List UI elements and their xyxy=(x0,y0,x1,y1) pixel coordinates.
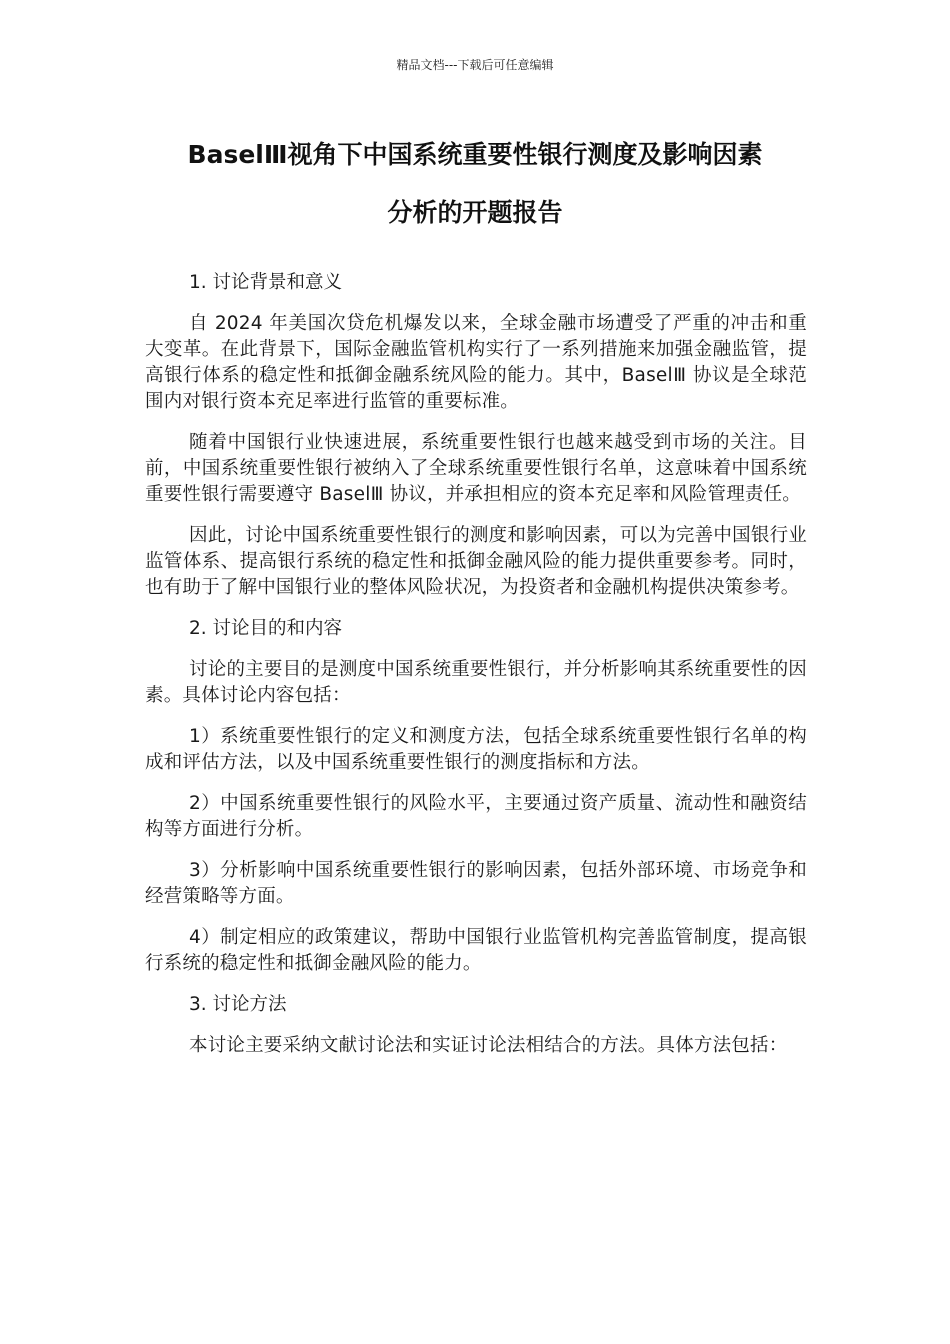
list-item: 2）中国系统重要性银行的风险水平，主要通过资产质量、流动性和融资结构等方面进行分析。 xyxy=(145,793,807,840)
paragraph: 因此，讨论中国系统重要性银行的测度和影响因素，可以为完善中国银行业监管体系、提高银行系统的稳定性和抵御金融风险的能力提供重要参考。同时，也有助于了解中国银行业的整体风险状况，为投资者和金融机构提供决策参考。 xyxy=(145,525,807,598)
document-title-line-1: BaselⅢ视角下中国系统重要性银行测度及影响因素 xyxy=(187,140,763,169)
header-note: 精品文档---下载后可任意编辑 xyxy=(396,58,554,72)
paragraph: 随着中国银行业快速进展，系统重要性银行也越来越受到市场的关注。目前，中国系统重要性银行被纳入了全球系统重要性银行名单，这意味着中国系统重要性银行需要遵守 BaselⅢ 协议，并承担相应的资本充足率和风险管理责任。 xyxy=(145,432,807,505)
document-title-line-2: 分析的开题报告 xyxy=(387,198,563,227)
paragraph: 讨论的主要目的是测度中国系统重要性银行，并分析影响其系统重要性的因素。具体讨论内容包括： xyxy=(145,659,807,706)
section-heading-1: 1. 讨论背景和意义 xyxy=(189,272,343,293)
list-item: 4）制定相应的政策建议，帮助中国银行业监管机构完善监管制度，提高银行系统的稳定性和抵御金融风险的能力。 xyxy=(145,927,807,974)
section-heading-3: 3. 讨论方法 xyxy=(189,994,287,1015)
list-item: 3）分析影响中国系统重要性银行的影响因素，包括外部环境、市场竞争和经营策略等方面。 xyxy=(145,860,807,907)
document-body xyxy=(145,270,807,1074)
paragraph: 本讨论主要采纳文献讨论法和实证讨论法相结合的方法。具体方法包括： xyxy=(189,1035,788,1056)
paragraph: 自 2024 年美国次贷危机爆发以来，全球金融市场遭受了严重的冲击和重大变革。在此背景下，国际金融监管机构实行了一系列措施来加强金融监管，提高银行体系的稳定性和抵御金融系统风险的能力。其中，BaselⅢ 协议是全球范围内对银行资本充足率进行监管的重要标准。 xyxy=(145,313,807,412)
section-heading-2: 2. 讨论目的和内容 xyxy=(189,618,343,639)
list-item: 1）系统重要性银行的定义和测度方法，包括全球系统重要性银行名单的构成和评估方法，以及中国系统重要性银行的测度指标和方法。 xyxy=(145,726,807,773)
